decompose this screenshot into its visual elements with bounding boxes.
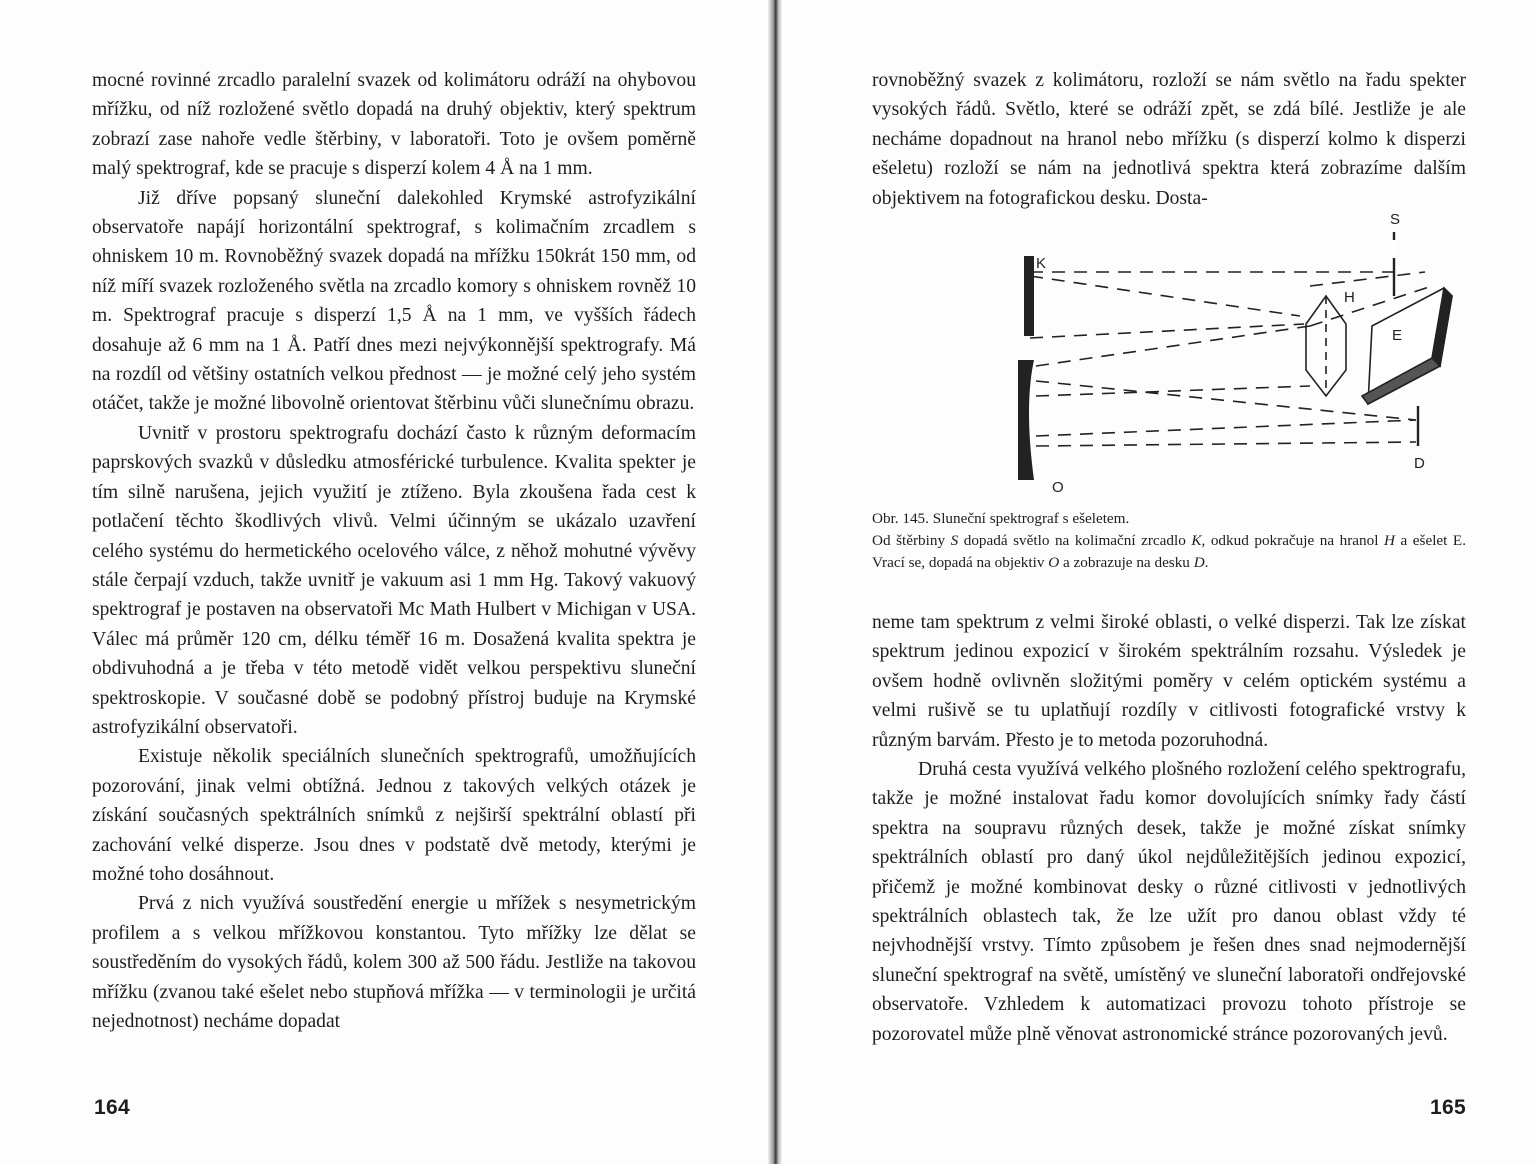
ray-objective-1 [1036,326,1310,366]
caption-symbol: O [1048,554,1060,571]
page-number-right: 165 [1430,1096,1466,1119]
label-plate: D [1414,455,1425,472]
left-paragraph-1: mocné rovinné zrcadlo paralelní svazek od kolimátoru odráží na ohybovou mřížku, od níž rozložené světlo dopadá na druhý objektiv, který spektrum zobrazí zase nahoře vedle štěrbiny, v laboratoři. Toto je ovšem poměrně malý spektrograf, kde se pracuje s disperzí kolem 4 Å na 1 mm. [92,70,696,180]
ray-objective-to-plate-lower [1036,442,1416,446]
label-echelle: E [1392,327,1403,344]
caption-text: Od štěrbiny [872,532,951,549]
ray-objective-3 [1036,381,1416,420]
label-collimator: K [1036,255,1047,272]
caption-text: a ešelet E. Vrací se, dopadá na objektiv [872,532,1466,571]
left-paragraph-2: Již dříve popsaný sluneční dalekohled Krymské astrofyzikální observatoře napájí horizontální spektrograf, s kolimačním zrcadlem s ohniskem 10 m. Rovnoběžný svazek dopadá na mřížku 150krát 150 mm, od níž míří svazek rozloženého světla na zrcadlo komory s ohniskem rovněž 10 m. Spektrograf pracuje s disperzí 1,5 Å na 1 mm, ve vyšších řádech dosahuje až 6 mm na 1 Å. Patří dnes mezi nejvýkonnější spektrografy. Má na rozdíl od většiny ostatních velkou přednost — je možné celý jeho systém otáčet, takže je možné libovolně orientovat štěrbinu vůči slunečnímu obrazu. [92,187,696,415]
caption-text: dopadá světlo na kolimační zrcadlo [958,532,1192,549]
caption-symbol: K [1191,532,1202,549]
spectrograph-diagram [1000,206,1480,506]
right-paragraph-2: Druhá cesta využívá velkého plošného rozložení celého spektrografu, takže je možné instalovat řadu komor dovolujících snímky řady částí spektra na soupravu různých desek, takže je možné získat snímky spektrálních oblastí pro daný úkol nejdůležitějších jedinou expozicí, přičemž je možné kombinovat desky o různé citlivosti v jednotlivých spektrálních oblastech tak, že lze užít pro danou oblast vždy té nejvhodnější vrstvy. Tímto způsobem je řešen dnes snad nejmodernější sluneční spektrograf na světě, umístěný ve sluneční laboratoři ondřejovské observatoře. Vzhledem k automatizaci provozu tohoto přístroje se pozorovatel může plně věnovat astronomické stránce pozorovaných jevů. [872,759,1466,1045]
label-objective: O [1052,479,1064,496]
caption-text: , odkud pokračuje na hranol [1201,532,1384,549]
label-slit: S [1390,211,1401,228]
prism-H [1306,296,1346,396]
caption-symbol: D [1193,554,1205,571]
spectrograph-figure [1000,206,1480,506]
caption-text: a zobrazuje na desku [1059,554,1194,571]
left-page [92,66,696,1036]
left-paragraph-3: Uvnitř v prostoru spektrografu dochází často k různým deformacím paprskových svazků v důsledku atmosférické turbulence. Kvalita spekter je tím silně narušena, jejich využití je ztíženo. Byla zkoušena řada cest k potlačení těchto škodlivých vlivů. Velmi účinným se ukázalo uzavření celého systému do hermetického ocelového válce, z něhož mohutné vývěvy stále čerpají vzduch, takže uvnitř je vakuum asi 1 mm Hg. Takový vakuový spektrograf je postaven na observatoři Mc Math Hulbert v Michigan v USA. Válec má průměr 120 cm, délku téměř 16 m. Dosažená kvalita spektra je obdivuhodná a je třeba v této metodě vidět velkou perspektivu sluneční spektroskopie. V současné době se podobný přístroj buduje na Krymské astrofyzikální observatoři. [92,422,696,738]
left-paragraph-4: Existuje několik speciálních slunečních spektrografů, umožňujících pozorování, jinak velmi obtížná. Jednou z takových velkých otázek je získání současných spektrálních snímků z nejširší spektrální oblastí při zachování velké disperze. Jsou dnes v podstatě dvě metody, kterými je možné toho dosáhnout. [92,746,696,885]
ray-collimator-upper [1030,276,1300,316]
right-page-body [872,608,1466,1049]
book-gutter [768,0,782,1164]
collimator-mirror-K [1024,256,1034,336]
right-paragraph-1: neme tam spektrum z velmi široké oblasti, o velké disperzi. Tak lze získat spektrum jedinou expozicí v širokém spektrálním rozsahu. Výsledek je ovšem hodně ovlivněn složitými poměry v celém optickém systému a velmi rušivě se tu uplatňují rozdíly v citlivosti fotografické vrstvy k různým barvám. Přesto je to metoda pozoruhodná. [872,612,1466,751]
caption-body [872,530,1466,574]
ray-collimator-lower [1030,324,1304,338]
caption-text: . [1204,554,1209,571]
objective-mirror-O [1018,360,1034,480]
left-paragraph-5: Prvá z nich využívá soustředění energie u mřížek s nesymetrickým profilem a s velkou mřížkovou konstantou. Tyto mřížky lze dělat se soustředěním do vysokých řádů, kolem 300 až 500 řádu. Jestliže na takovou mřížku (zvanou také ešelet nebo stupňová mřížka — v terminologii je určitá nejednotnost) necháme dopadat [92,893,696,1032]
right-paragraph-top: rovnoběžný svazek z kolimátoru, rozloží se nám světlo na řadu spekter vysokých řádů. Světlo, které se odráží zpět, se zdá bílé. Jestliže je ale necháme dopadnout na hranol nebo mřížku (s disperzí kolmo k disperzi ešeletu) rozloží se nám na jednotlivá spektra která zobrazíme dalším objektivem na fotografickou desku. Dosta- [872,70,1466,209]
echelle-E [1362,288,1452,404]
page-number-left: 164 [94,1096,130,1119]
caption-symbol: S [950,532,959,549]
label-prism: H [1344,289,1355,306]
figure-caption [872,508,1466,574]
ray-prism-upper [1310,272,1425,286]
caption-title: Obr. 145. Sluneční spektrograf s ešeletem. [872,510,1130,527]
ray-objective-to-plate-upper [1036,420,1416,436]
right-page-top [872,66,1466,213]
caption-symbol: H [1384,532,1395,549]
